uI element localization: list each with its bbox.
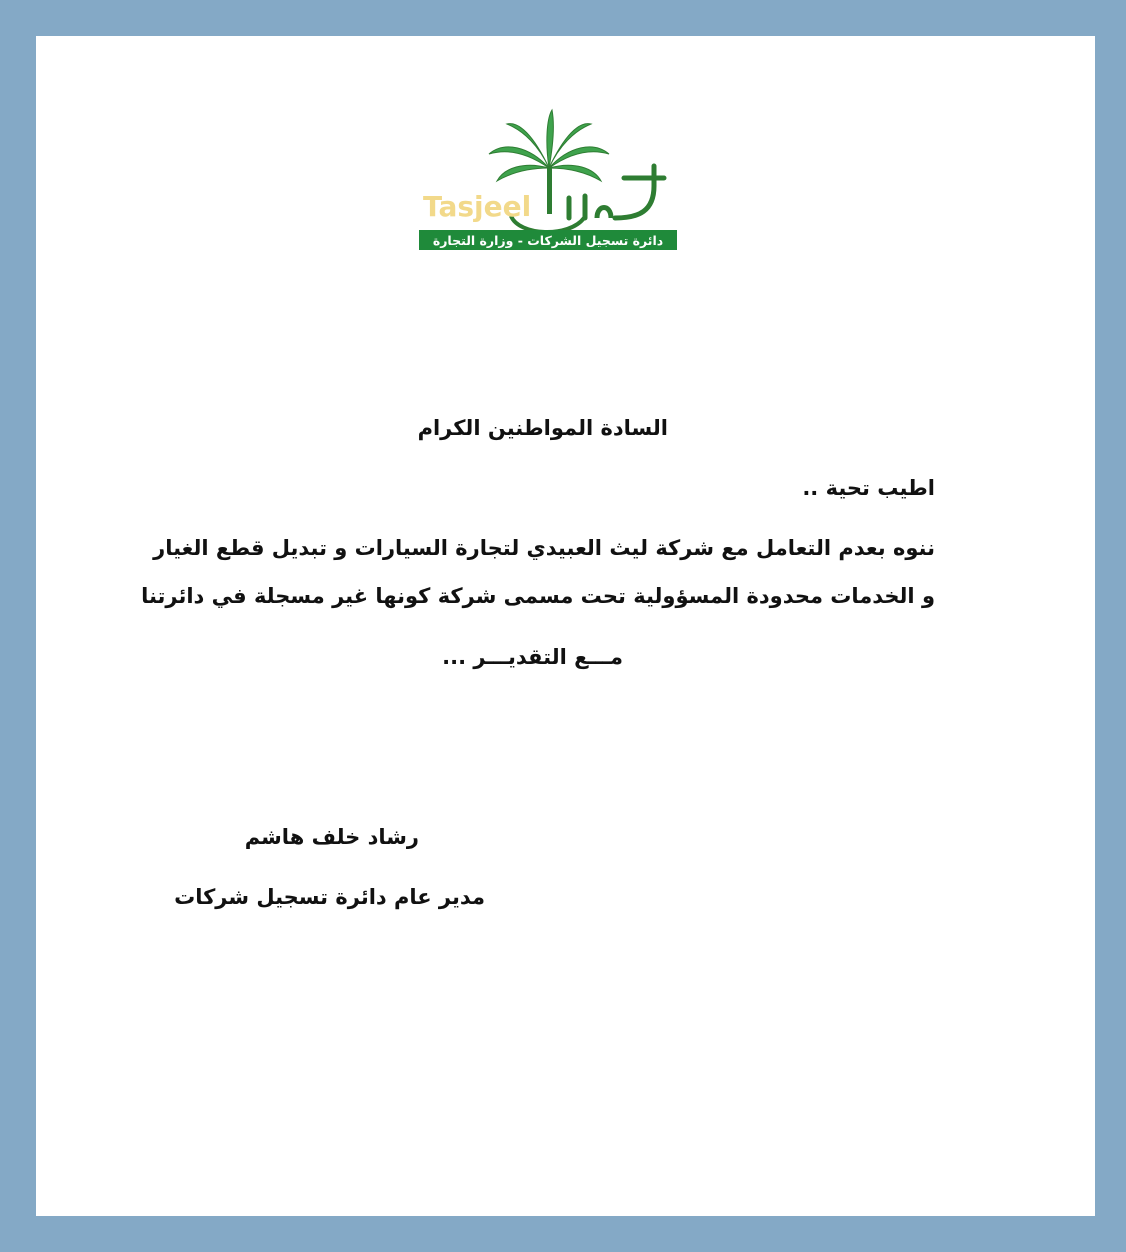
closing: مـــع التقديـــر ... xyxy=(442,645,623,669)
palm-tree-icon xyxy=(419,106,679,251)
body-line-1: ننوه بعدم التعامل مع شركة ليث العبيدي لتجارة السيارات و تبديل قطع الغيار xyxy=(153,536,935,560)
body-line-2: و الخدمات محدودة المسؤولية تحت مسمى شركة كونها غير مسجلة في دائرتنا xyxy=(141,584,935,608)
logo-latin-text: Tasjeel xyxy=(423,190,532,223)
greeting: اطيب تحية .. xyxy=(802,476,935,500)
logo-banner-text: دائرة تسجيل الشركات - وزارة التجارة xyxy=(432,233,664,248)
signature-title: مدير عام دائرة تسجيل شركات xyxy=(174,885,485,909)
letter-page xyxy=(36,36,1095,1216)
tasjeel-logo xyxy=(419,106,679,251)
salutation: السادة المواطنين الكرام xyxy=(417,416,668,440)
signature-name: رشاد خلف هاشم xyxy=(244,825,419,849)
